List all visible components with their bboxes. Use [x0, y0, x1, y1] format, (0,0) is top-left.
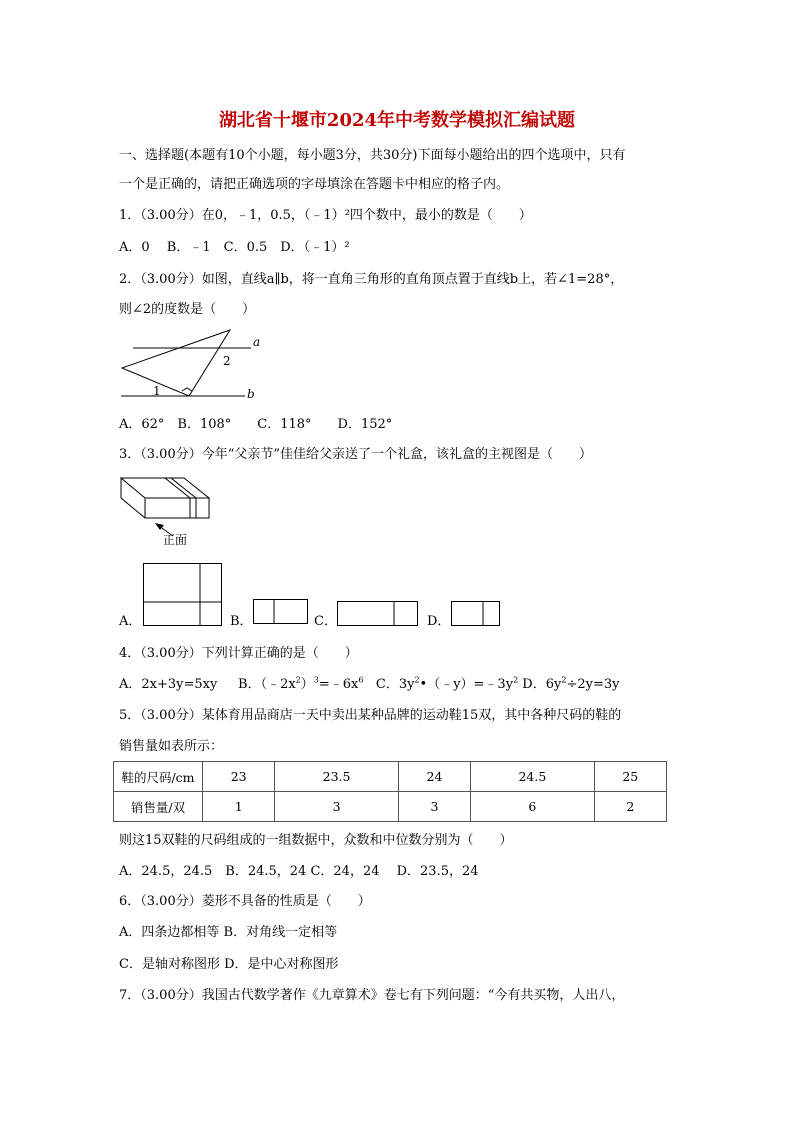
table-cell-header: 销售量/双 — [114, 792, 203, 822]
q2-figure — [119, 326, 269, 402]
q1-stem: 1．（3.00分）在0，﹣1，0.5，（﹣1）²四个数中，最小的数是（ ） — [119, 208, 532, 223]
q3-option-b-label: B． — [230, 614, 253, 629]
right-angle-mark — [182, 388, 192, 391]
q3-option-c-figure — [337, 601, 419, 627]
section-instructions-line2: 一个是正确的，请把正确选项的字母填涂在答题卡中相应的格子内。 — [119, 177, 510, 192]
q3-option-c-label: C． — [314, 614, 337, 629]
label-angle-1: 1 — [153, 384, 161, 398]
q3-option-b-figure — [253, 599, 309, 625]
label-b: b — [247, 387, 255, 401]
section-instructions-line1: 一、选择题(本题有10个小题，每小题3分，共30分)下面每小题给出的四个选项中，只有 — [119, 148, 626, 163]
shoe-size-table — [113, 761, 667, 822]
table-cell: 24.5 — [471, 762, 594, 792]
table-cell-header: 鞋的尺码/cm — [114, 762, 203, 792]
right-triangle — [122, 330, 230, 396]
q3-option-a-label: A． — [119, 614, 142, 629]
q5-question: 则这15双鞋的尺码组成的一组数据中，众数和中位数分别为（ ） — [119, 833, 513, 848]
q3-option-a-figure — [143, 563, 223, 627]
q1-options: A．0 B．﹣1 C．0.5 D．（﹣1）² — [119, 240, 350, 255]
q6-stem: 6．（3.00分）菱形不具备的性质是（ ） — [119, 894, 371, 909]
q5-stem-line2: 销售量如表所示： — [119, 739, 224, 754]
q2-stem-line2: 则∠2的度数是（ ） — [119, 302, 256, 317]
q4-options — [119, 677, 619, 693]
table-cell: 25 — [594, 762, 666, 792]
q5-stem-line1: 5．（3.00分）某体育用品商店一天中卖出某种品牌的运动鞋15双，其中各种尺码的鞋的 — [119, 708, 622, 723]
page-title: 湖北省十堰市2024年中考数学模拟汇编试题 — [218, 110, 576, 131]
q3-option-d-figure — [451, 601, 501, 627]
q7-stem: 7．（3.00分）我国古代数学著作《九章算术》卷七有下列问题：“今有共买物，人出八， — [119, 988, 625, 1003]
table-cell: 3 — [275, 792, 398, 822]
table-cell: 2 — [594, 792, 666, 822]
front-label: 正面 — [163, 533, 188, 547]
q4-stem: 4．（3.00分）下列计算正确的是（ ） — [119, 646, 358, 661]
table-cell: 24 — [398, 762, 470, 792]
q5-options: A．24.5，24.5 B．24.5，24 C．24，24 D．23.5，24 — [119, 864, 479, 879]
label-angle-2: 2 — [223, 354, 231, 368]
q4-option-a: A．2x+3y=5xy — [119, 677, 218, 692]
q4-option-c: C．$3y^2•(﹣y)=﹣3y^2$ — [375, 675, 519, 692]
q3-option-d-label: D． — [427, 614, 451, 629]
q4-option-b: B．$(﹣2x^2)^3=﹣6x^6$ — [238, 675, 364, 692]
table-cell: 23.5 — [275, 762, 398, 792]
gift-box-figure — [119, 474, 214, 552]
q6-options-line1: A．四条边都相等 B．对角线一定相等 — [119, 925, 338, 940]
q3-stem: 3．（3.00分）今年“父亲节”佳佳给父亲送了一个礼盒，该礼盒的主视图是（ ） — [119, 447, 593, 462]
table-cell: 1 — [203, 792, 275, 822]
q2-stem-line1: 2．（3.00分）如图，直线a∥b，将一直角三角形的直角顶点置于直线b上，若∠1=28°， — [119, 272, 624, 287]
label-a: a — [253, 335, 261, 349]
table-cell: 6 — [471, 792, 594, 822]
table-row — [114, 792, 667, 822]
table-cell: 3 — [398, 792, 470, 822]
q6-options-line2: C．是轴对称图形 D．是中心对称图形 — [119, 957, 339, 972]
table-row — [114, 762, 667, 792]
q2-options: A．62° B．108° C．118° D．152° — [119, 417, 393, 432]
q4-option-d: D．$6y^2\div 2y=3y$ — [522, 675, 620, 692]
table-cell: 23 — [203, 762, 275, 792]
